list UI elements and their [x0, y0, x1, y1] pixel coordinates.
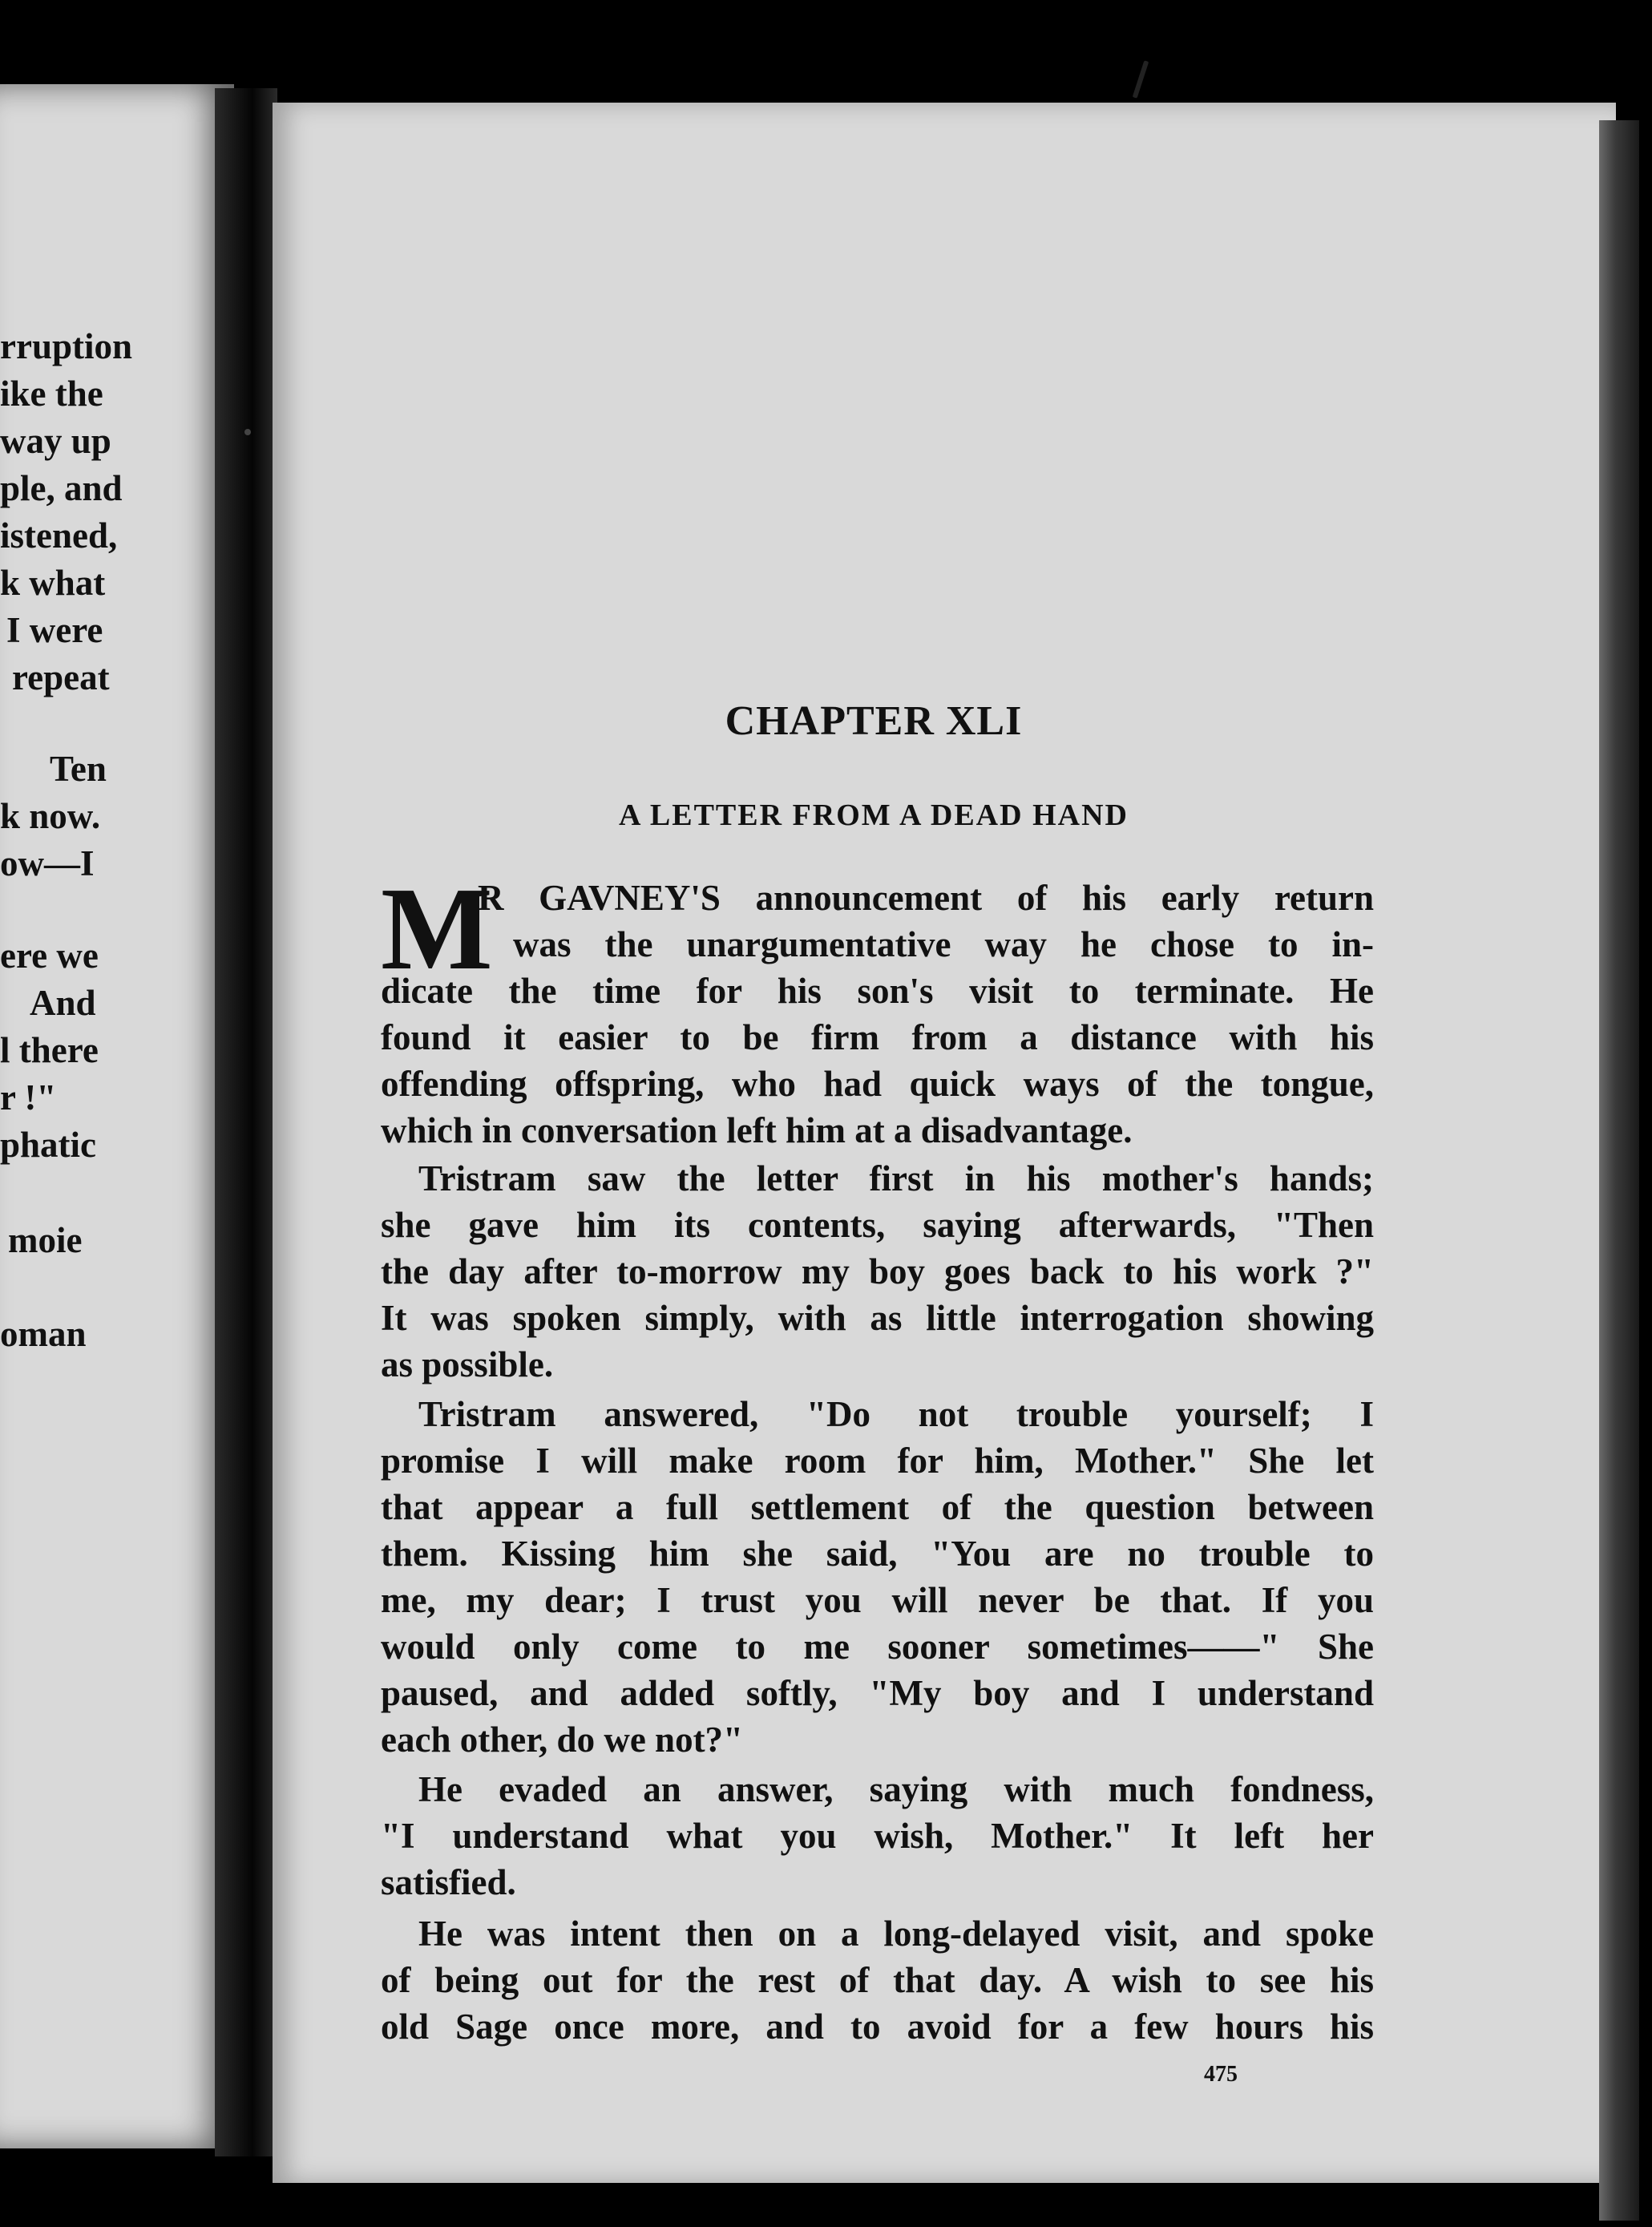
chapter-heading: CHAPTER XLI — [725, 698, 1023, 744]
body-line: each other, do we not?" — [381, 1720, 744, 1760]
body-line: was the unargumentative way he chose to in- — [513, 924, 1374, 964]
left-page-line: I were — [6, 610, 103, 650]
drop-cap: M — [381, 863, 493, 995]
left-page-line: r !" — [0, 1077, 57, 1118]
body-line: the day after to-morrow my boy goes back to his work ?" — [381, 1251, 1374, 1291]
body-line: satisfied. — [381, 1862, 516, 1902]
left-page-line: istened, — [0, 515, 118, 556]
left-page-line: ere we — [0, 936, 99, 976]
body-line: "I understand what you wish, Mother." It left her — [381, 1816, 1374, 1856]
body-line: them. Kissing him she said, "You are no trouble to — [381, 1534, 1374, 1574]
body-line: He evaded an answer, saying with much fondness, — [418, 1769, 1374, 1809]
book-gutter — [215, 88, 277, 2156]
body-line: found it easier to be firm from a distance with his — [381, 1017, 1374, 1057]
left-page-line: ike the — [0, 374, 103, 414]
body-line: dicate the time for his son's visit to terminate. He — [381, 971, 1374, 1011]
chapter-subtitle: A LETTER FROM A DEAD HAND — [619, 798, 1129, 832]
left-page-line: k now. — [0, 796, 101, 836]
body-line: It was spoken simply, with as little interrogation showing — [381, 1298, 1374, 1338]
body-line: old Sage once more, and to avoid for a few hours his — [381, 2007, 1374, 2047]
left-page-line: ple, and — [0, 468, 123, 508]
left-page-line: And — [30, 983, 96, 1023]
body-line: Tristram answered, "Do not trouble yourself; I — [418, 1394, 1374, 1434]
left-page-line: Ten — [50, 749, 107, 789]
body-line: offending offspring, who had quick ways of the tongue, — [381, 1064, 1374, 1104]
left-facing-page — [0, 84, 234, 2148]
page-edge — [1599, 120, 1639, 2221]
left-page-line: ow—I — [0, 843, 95, 883]
left-page-line: rruption — [0, 326, 133, 366]
body-line: as possible. — [381, 1344, 554, 1384]
left-page-line: repeat — [12, 657, 110, 697]
body-line: paused, and added softly, "My boy and I understand — [381, 1673, 1374, 1713]
body-line: Tristram saw the letter first in his mother's hands; — [418, 1158, 1374, 1198]
body-line: promise I will make room for him, Mother." She let — [381, 1441, 1374, 1481]
body-line: that appear a full settlement of the question between — [381, 1487, 1374, 1527]
left-page-line: l there — [0, 1030, 99, 1070]
left-page-line: moie — [8, 1220, 83, 1260]
body-line: of being out for the rest of that day. A wish to see his — [381, 1960, 1374, 2000]
body-line: He was intent then on a long-delayed visit, and spoke — [418, 1914, 1374, 1954]
body-line: would only come to me sooner sometimes——" She — [381, 1627, 1374, 1667]
left-page-line: phatic — [0, 1125, 97, 1165]
body-line: which in conversation left him at a disadvantage. — [381, 1110, 1133, 1150]
left-page-line: oman — [0, 1314, 87, 1354]
page-number: 475 — [1204, 2062, 1238, 2087]
body-line: she gave him its contents, saying afterwards, "Then — [381, 1205, 1374, 1245]
body-line: R GAVNEY'S announcement of his early return — [478, 878, 1374, 918]
scan-mark — [1133, 60, 1149, 99]
body-line: me, my dear; I trust you will never be that. If you — [381, 1580, 1374, 1620]
scan-mark — [244, 429, 251, 435]
left-page-line: way up — [0, 421, 111, 461]
left-page-line: k what — [0, 563, 106, 603]
